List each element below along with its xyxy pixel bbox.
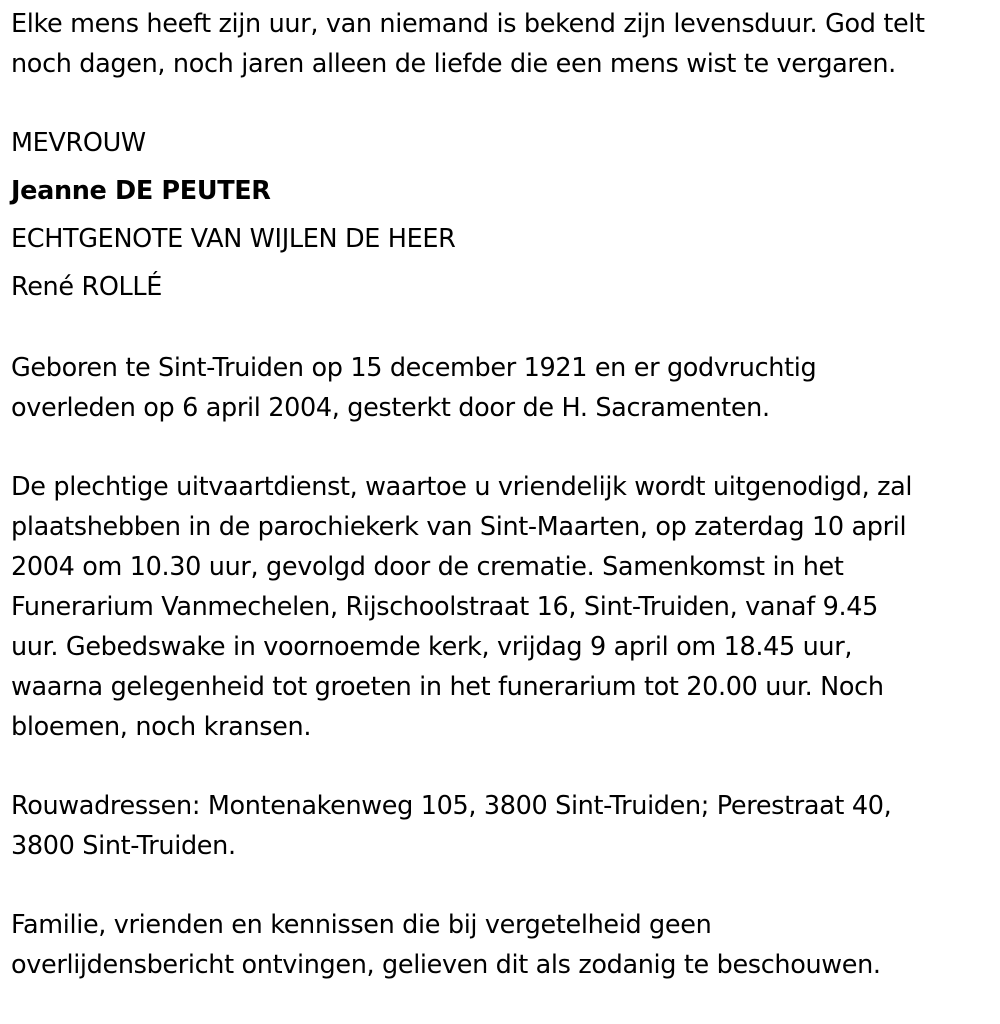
- service-line: De plechtige uitvaartdienst, waartoe u vriendelijk wordt uitgenodigd, zal: [11, 472, 913, 502]
- opening-verse: [11, 4, 991, 84]
- birth-death-line: overleden op 6 april 2004, gesterkt door de H. Sacramenten.: [11, 393, 770, 423]
- closing-line: Familie, vrienden en kennissen die bij vergetelheid geen: [11, 910, 712, 940]
- opening-line: Elke mens heeft zijn uur, van niemand is bekend zijn levensduur. God telt: [11, 9, 925, 39]
- service-line: Funerarium Vanmechelen, Rijschoolstraat 16, Sint-Truiden, vanaf 9.45: [11, 592, 878, 622]
- service-line: waarna gelegenheid tot groeten in het funerarium tot 20.00 uur. Noch: [11, 672, 884, 702]
- deceased-title: MEVROUW: [11, 128, 146, 158]
- service-line: 2004 om 10.30 uur, gevolgd door de crematie. Samenkomst in het: [11, 552, 844, 582]
- mourning-addresses-paragraph: [11, 786, 991, 866]
- closing-line: overlijdensbericht ontvingen, gelieven dit als zodanig te beschouwen.: [11, 950, 881, 980]
- closing-paragraph: [11, 905, 991, 985]
- service-line: plaatshebben in de parochiekerk van Sint-Maarten, op zaterdag 10 april: [11, 512, 907, 542]
- opening-line: noch dagen, noch jaren alleen de liefde die een mens wist te vergaren.: [11, 49, 896, 79]
- deceased-name: Jeanne DE PEUTER: [11, 176, 271, 206]
- funeral-service-paragraph: [11, 467, 991, 747]
- birth-death-line: Geboren te Sint-Truiden op 15 december 1921 en er godvruchtig: [11, 353, 817, 383]
- service-line: uur. Gebedswake in voornoemde kerk, vrijdag 9 april om 18.45 uur,: [11, 632, 853, 662]
- service-line: bloemen, noch kransen.: [11, 712, 312, 742]
- deceased-block: [11, 123, 991, 307]
- deceased-relation: ECHTGENOTE VAN WIJLEN DE HEER: [11, 224, 456, 254]
- address-line: Rouwadressen: Montenakenweg 105, 3800 Sint-Truiden; Perestraat 40,: [11, 791, 892, 821]
- obituary-notice: [11, 4, 991, 1024]
- address-line: 3800 Sint-Truiden.: [11, 831, 236, 861]
- spouse-name: René ROLLÉ: [11, 272, 163, 302]
- birth-death-paragraph: [11, 348, 991, 428]
